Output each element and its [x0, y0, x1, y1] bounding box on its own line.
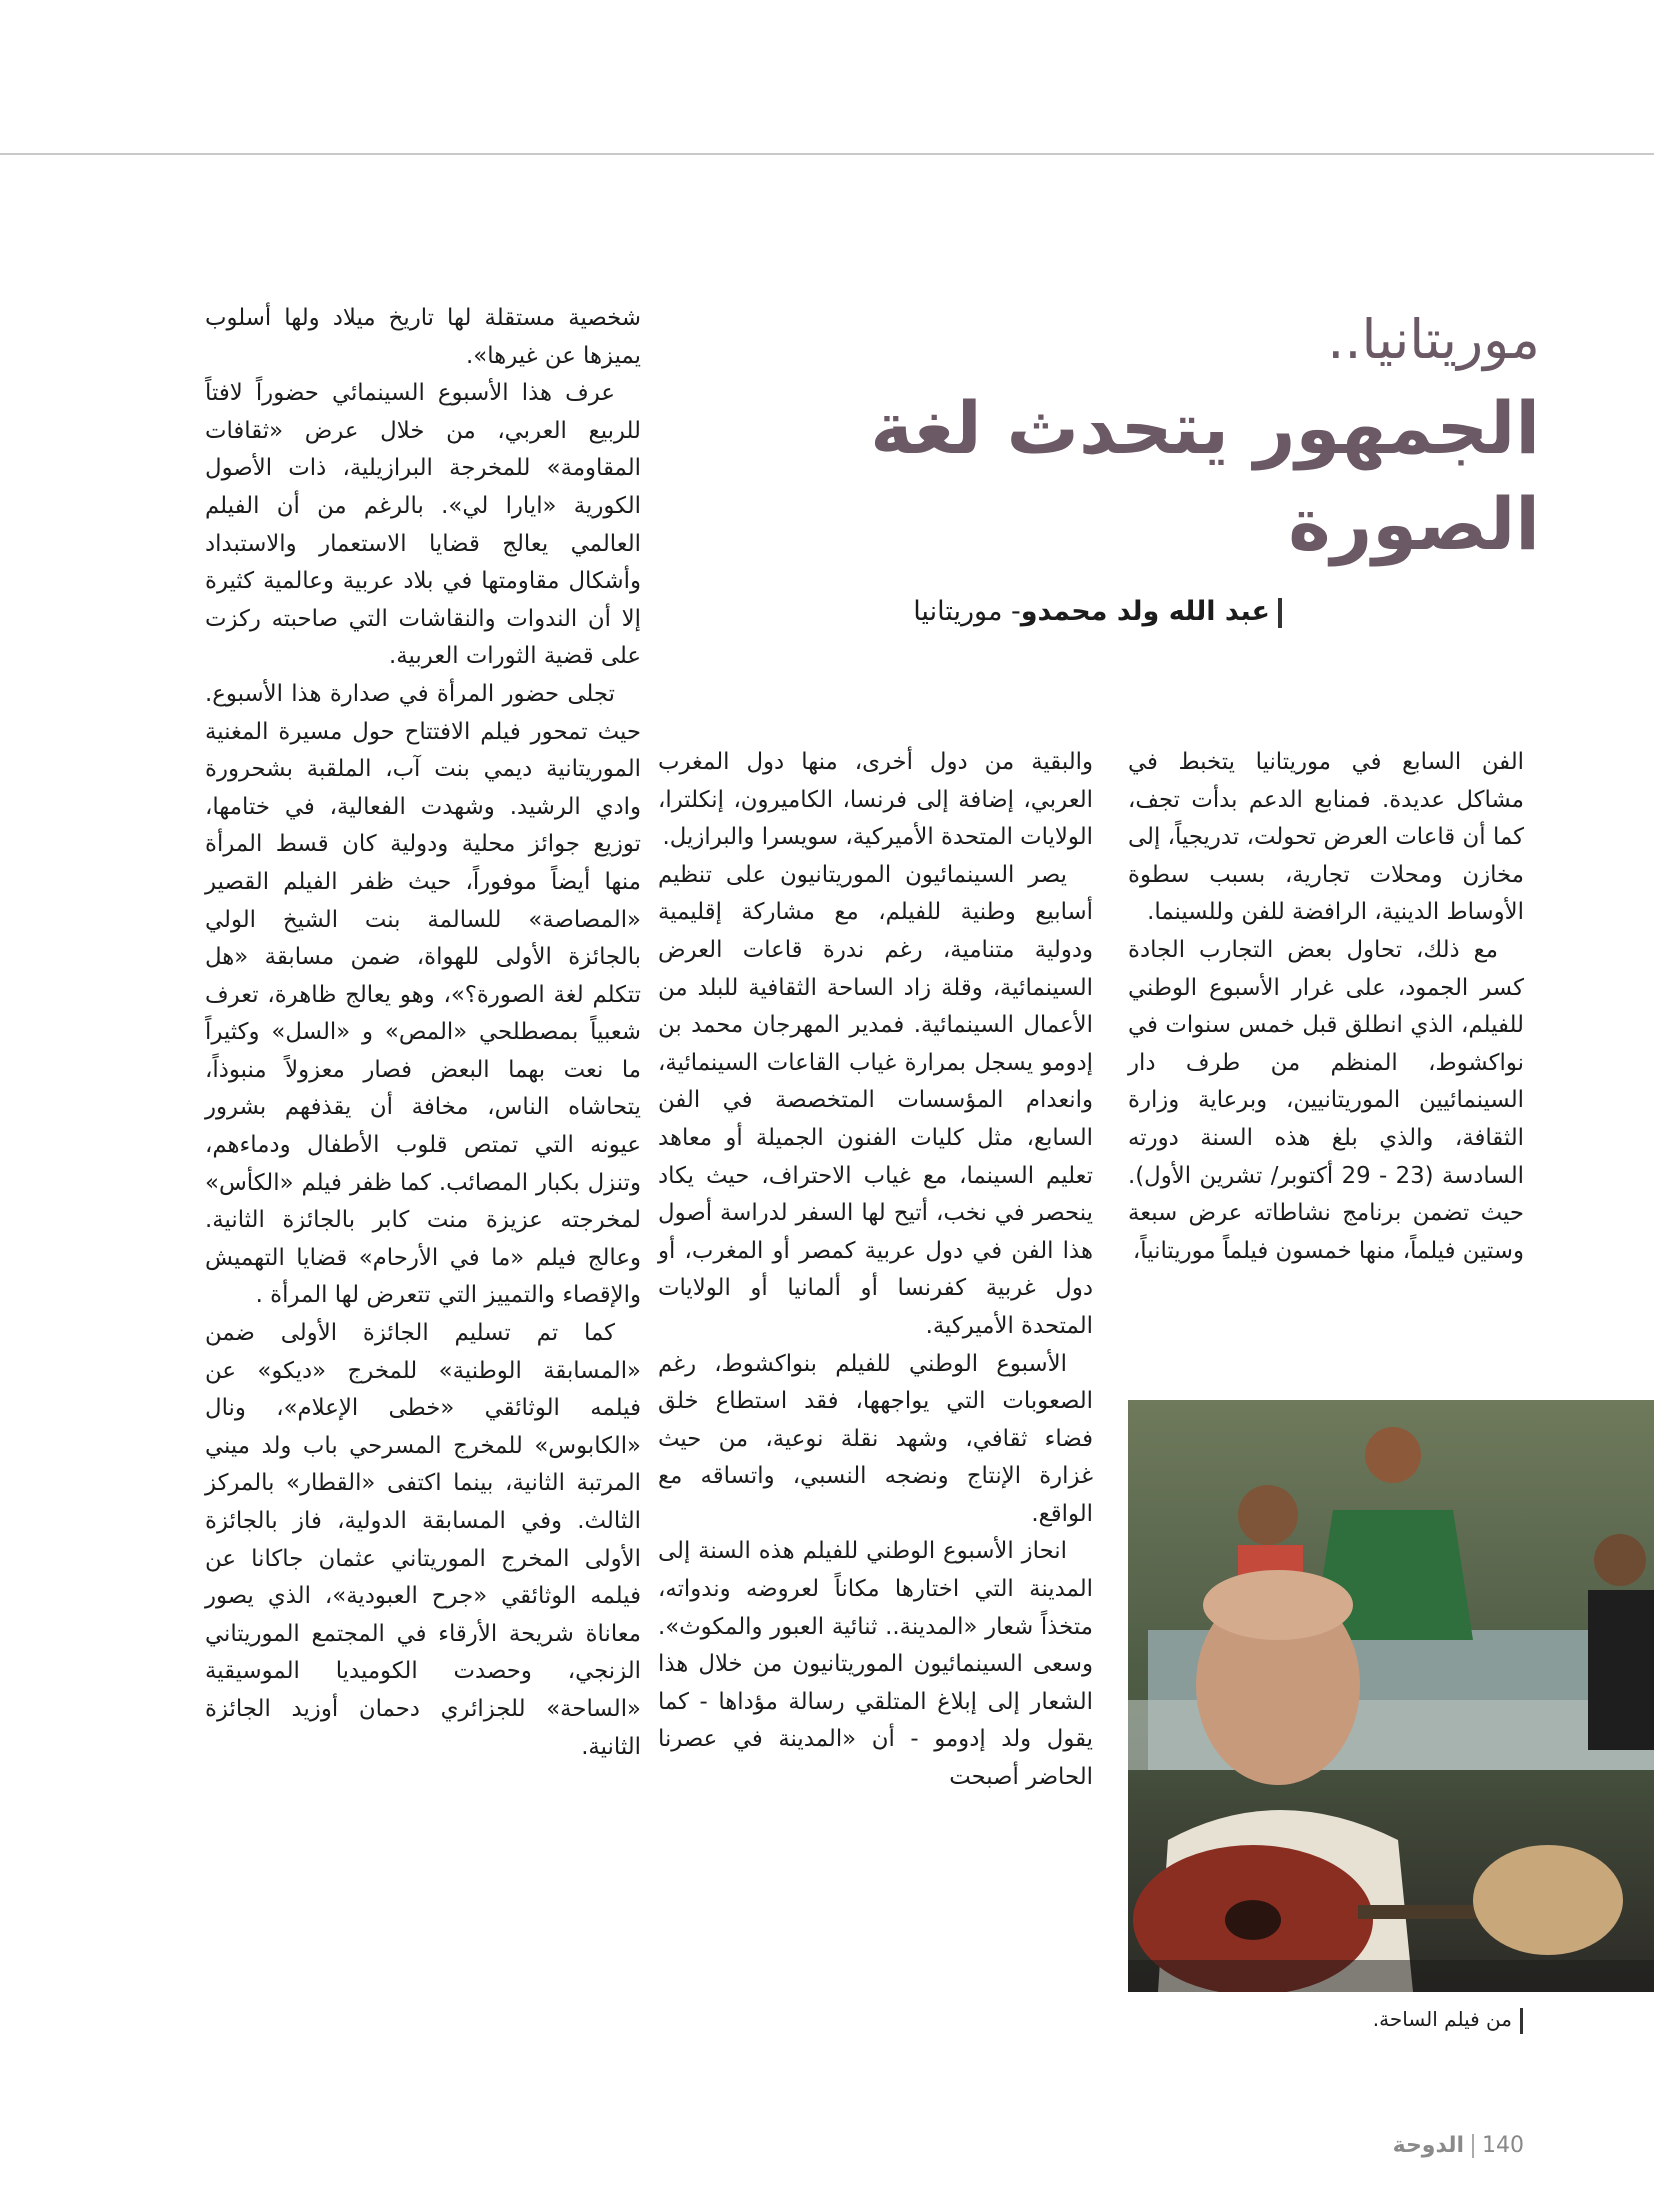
paragraph: عرف هذا الأسبوع السينمائي حضوراً لافتاً للربيع العربي، من خلال عرض «ثقافات المقاومة» للمخرجة البرازيلية، ذات الأصول الكورية «ايارا لي». بالرغم من أن الفيلم العالمي يعالج قضايا الاستعمار والاستبداد وأشكال مقاومتها في بلاد عربية وعالمية كثيرة إلا أن الندوات والنقاشات التي صاحبته ركزت على قضية الثورات العربية.: [205, 380, 641, 670]
paragraph: الفن السابع في موريتانيا يتخبط في مشاكل عديدة. فمنابع الدعم بدأت تجف، كما أن قاعات العرض تحولت، تدريجياً، إلى مخازن ومحلات تجارية، بسبب سطوة الأوساط الدينية، الرافضة للفن وللسينما.: [1128, 749, 1524, 926]
article-column-2: [658, 744, 1093, 1797]
paragraph: يصر السينمائيون الموريتانيون على تنظيم أسابيع وطنية للفيلم، مع مشاركة إقليمية ودولية متنامية، رغم ندرة قاعات العرض السينمائية، وقلة زاد الساحة الثقافية للبلد من الأعمال السينمائية. فمدير المهرجان محمد بن إدومو يسجل بمرارة غياب القاعات السينمائية، وانعدام المؤسسات المتخصصة في الفن السابع، مثل كليات الفنون الجميلة أو معاهد تعليم السينما، مع غياب الاحتراف، حيث يكاد ينحصر في نخب، أتيح لها السفر لدراسة أصول هذا الفن في دول عربية كمصر أو المغرب، أو دول غربية كفرنسا أو ألمانيا أو الولايات المتحدة الأميركية.: [658, 861, 1093, 1339]
paragraph: مع ذلك، تحاول بعض التجارب الجادة كسر الجمود، على غرار الأسبوع الوطني للفيلم، الذي انطلق قبل خمس سنوات في نواكشوط، المنظم من طرف دار السينمائيين الموريتانيين، وبرعاية وزارة الثقافة، والذي بلغ هذه السنة دورته السادسة (23 - 29 أكتوبر/ تشرين الأول). حيث تضمن برنامج نشاطاته عرض سبعة وستين فيلماً، منها خمسون فيلماً موريتانياً،: [1128, 936, 1524, 1264]
photo-caption: [1128, 2004, 1523, 2034]
paragraph: شخصية مستقلة لها تاريخ ميلاد ولها أسلوب يميزها عن غيرها».: [205, 305, 641, 369]
byline-bar: [1278, 598, 1282, 628]
article-column-3: [205, 300, 641, 1766]
magazine-logo: الدوحة: [1392, 2133, 1464, 2158]
byline-location: - موريتانيا: [913, 596, 1021, 627]
header-rule: [0, 153, 1654, 155]
paragraph: انحاز الأسبوع الوطني للفيلم هذه السنة إلى المدينة التي اختارها مكاناً لعروضه وندواته، متخذاً شعار «المدينة.. ثنائية العبور والمكوث». وسعى السينمائيون الموريتانيون من خلال هذا الشعار إلى إبلاغ المتلقي رسالة مؤداها - كما يقول ولد إدومو - أن «المدينة في عصرنا الحاضر أصبحت: [658, 1538, 1093, 1791]
page-footer: [1340, 2130, 1524, 2162]
caption-bar: [1520, 2008, 1523, 2034]
byline-author: عبد الله ولد محمدو: [1020, 596, 1270, 627]
paragraph: كما تم تسليم الجائزة الأولى ضمن «المسابقة الوطنية» للمخرج «ديكو» عن فيلمه الوثائقي «خطى الإعلام»، ونال «الكابوس» للمخرج المسرحي باب ولد ميني المرتبة الثانية، بينما اكتفى «القطار» بالمركز الثالث. وفي المسابقة الدولية، فاز بالجائزة الأولى المخرج الموريتاني عثمان جاكانا عن فيلمه الوثائقي «جرح العبودية»، الذي يصور معاناة شريحة الأرقاء في المجتمع الموريتاني الزنجي، وحصدت الكوميديا الموسيقية «الساحة» للجزائري دحمان أوزيد الجائزة الثانية.: [205, 1320, 641, 1760]
article-title: [690, 300, 1540, 572]
paragraph: الأسبوع الوطني للفيلم بنواكشوط، رغم الصعوبات التي يواجهها، فقد استطاع خلق فضاء ثقافي، وشهد نقلة نوعية، من حيث غزارة الإنتاج ونضجه النسبي، واتساقه مع الواقع.: [658, 1350, 1093, 1527]
film-still-photo: [1128, 1400, 1654, 1992]
title-line-2: الجمهور يتحدث لغة الصورة: [870, 386, 1540, 566]
footer-separator: [1472, 2134, 1474, 2158]
caption-text: من فيلم الساحة.: [1372, 2007, 1512, 2031]
film-still-illustration: [1128, 1400, 1654, 1992]
title-line-1: موريتانيا..: [1327, 308, 1540, 371]
article-column-1: [1128, 744, 1524, 1270]
paragraph: تجلى حضور المرأة في صدارة هذا الأسبوع. حيث تمحور فيلم الافتتاح حول مسيرة المغنية الموريتانية ديمي بنت آب، الملقبة بشحرورة وادي الرشيد. وشهدت الفعالية، في ختامها، توزيع جوائز محلية ودولية كان قسط المرأة منها أيضاً موفوراً، حيث ظفر الفيلم القصير «المصاصة» للسالمة بنت الشيخ الولي بالجائزة الأولى للهواة، ضمن مسابقة «هل تتكلم لغة الصورة؟»، وهو يعالج ظاهرة، تعرف شعبياً بمصطلحي «المص» و «السل» وكثيراً ما نعت بهما البعض فصار معزولاً منبوذاً، يتحاشاه الناس، مخافة أن يقذفهم بشرور عيونه التي تمتص قلوب الأطفال ودماءهم، وتنزل بكبار المصائب. كما ظفر فيلم «الكأس» لمخرجته عزيزة منت كابر بالجائزة الثانية. وعالج فيلم «ما في الأرحام» قضايا التهميش والإقصاء والتمييز التي تتعرض لها المرأة .: [205, 680, 641, 1309]
byline: [690, 592, 1282, 632]
paragraph: والبقية من دول أخرى، منها دول المغرب العربي، إضافة إلى فرنسا، الكاميرون، إنكلترا، الولايات المتحدة الأميركية، سويسرا والبرازيل.: [658, 749, 1093, 851]
page-number: 140: [1482, 2133, 1524, 2158]
